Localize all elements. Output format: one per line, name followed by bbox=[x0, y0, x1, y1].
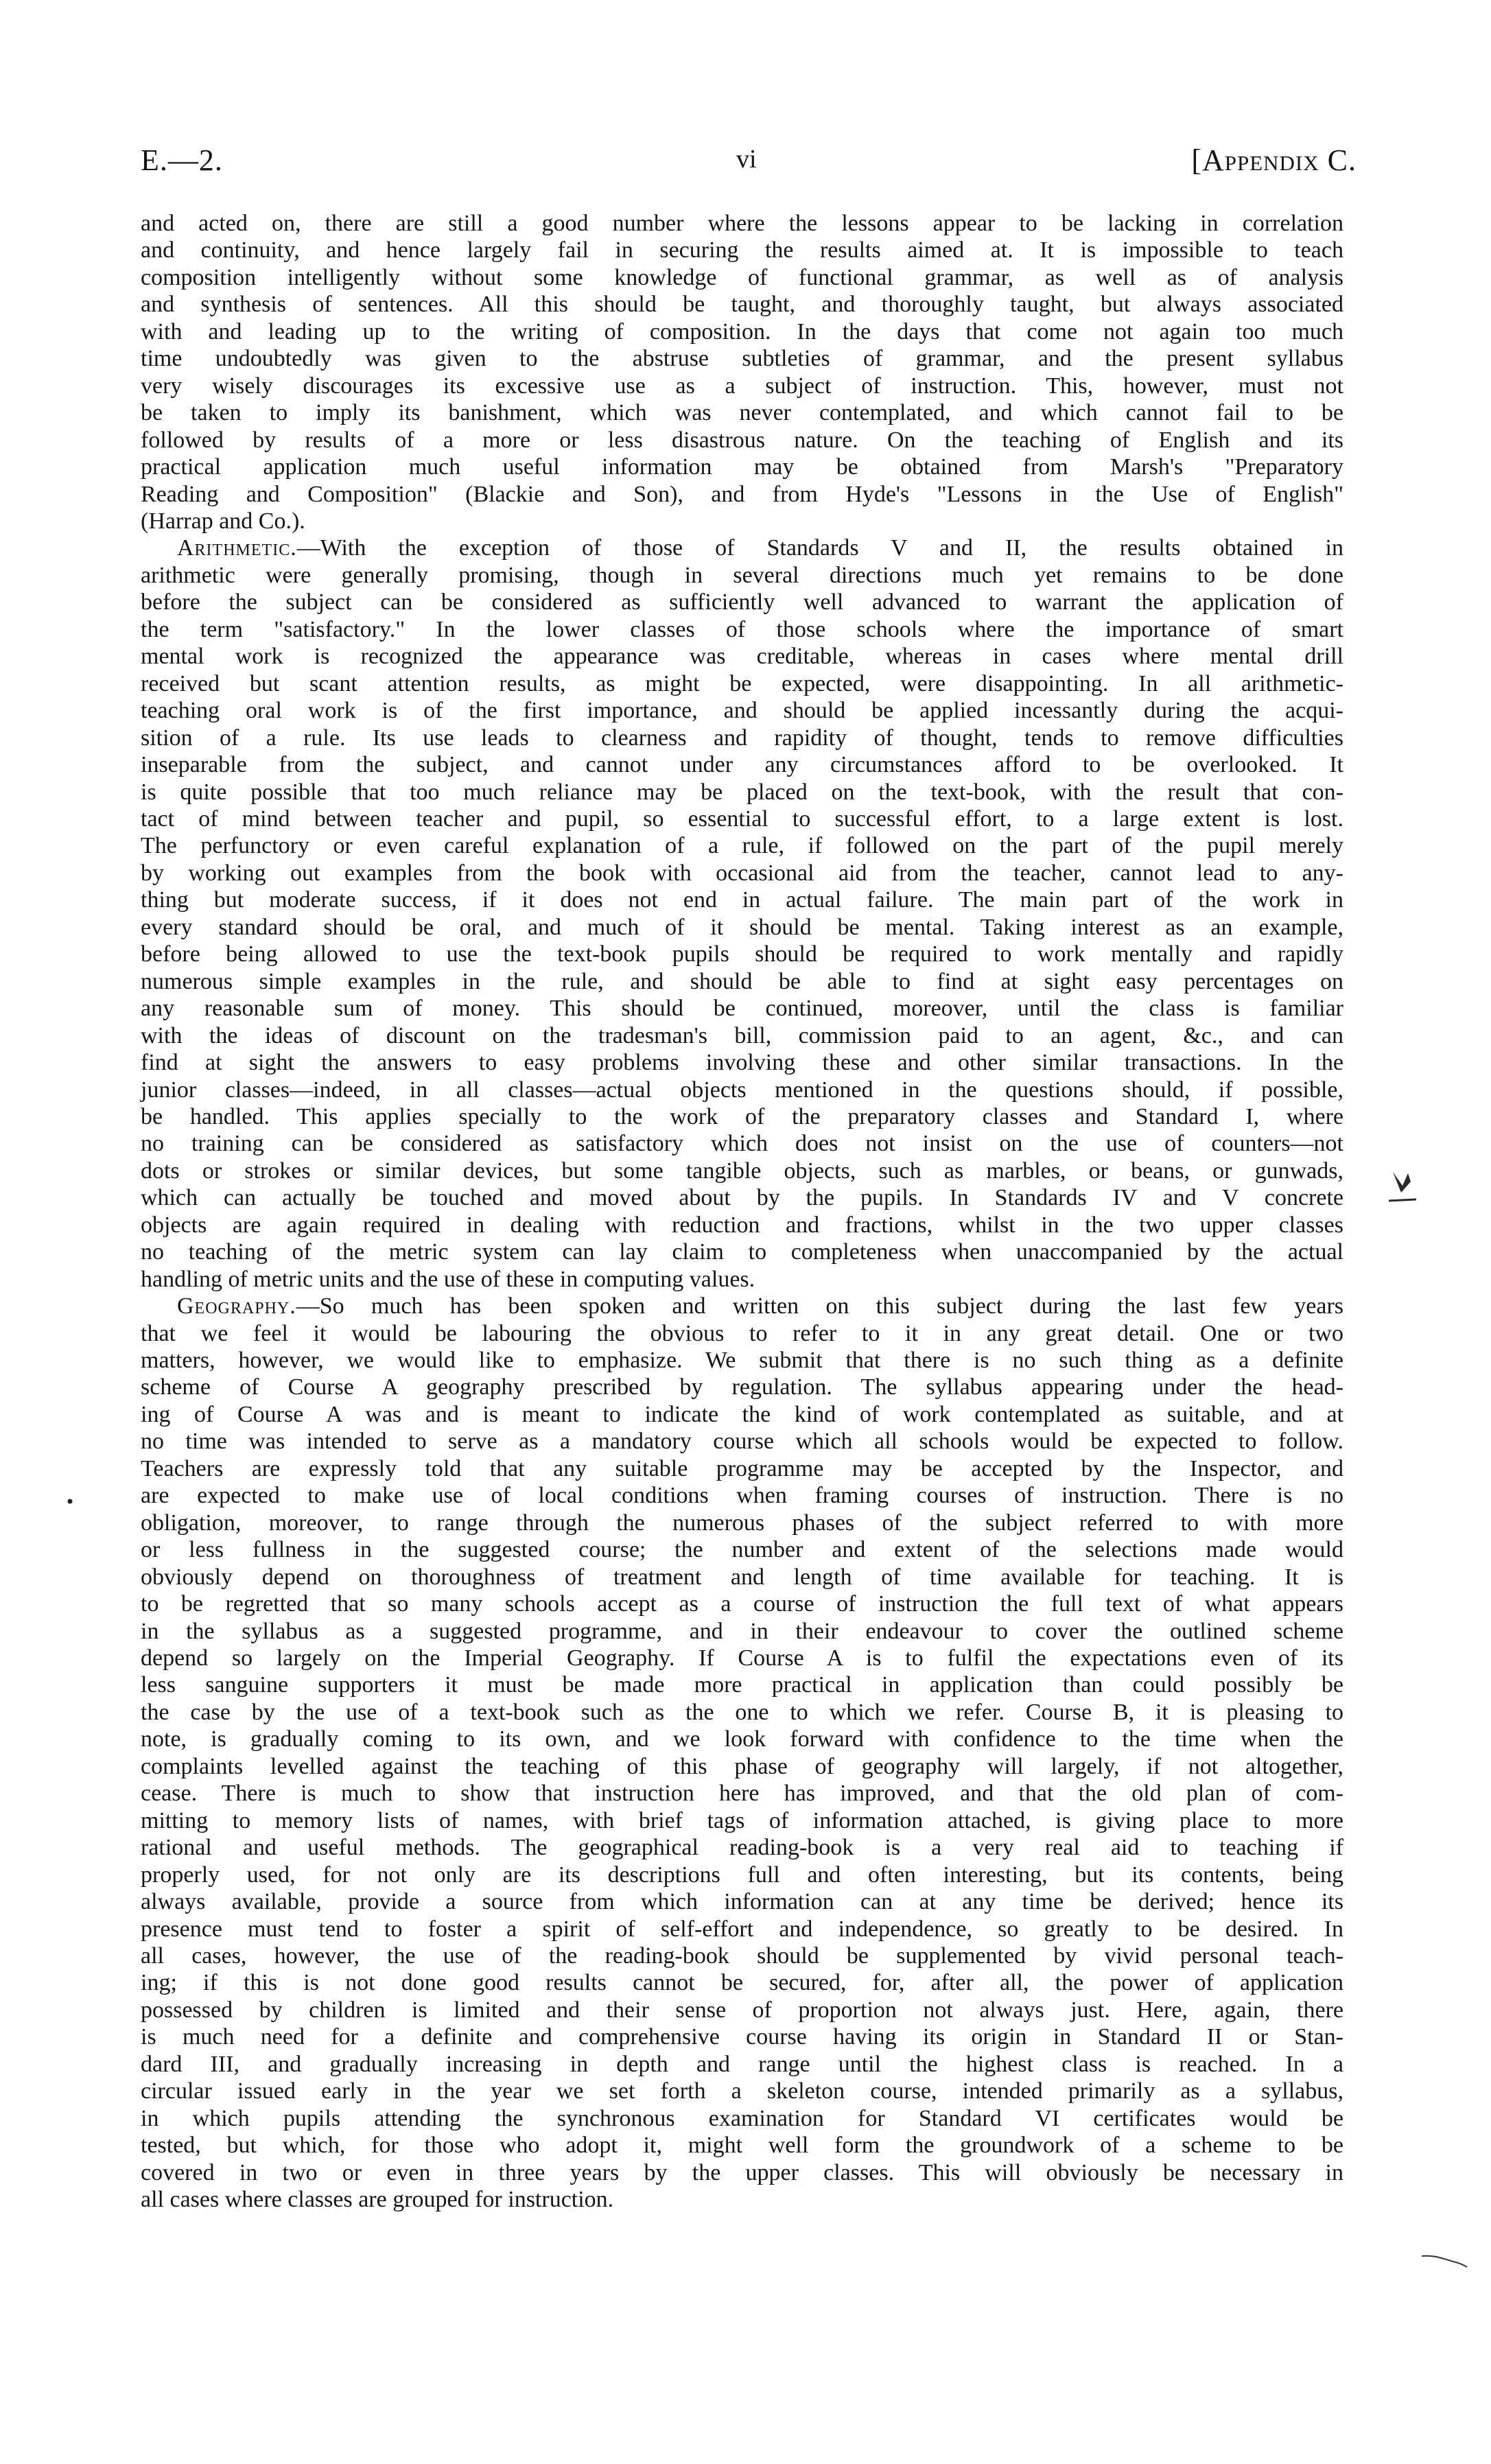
text-line bbox=[141, 1997, 1343, 2023]
line-text: the term "satisfactory." In the lower classes of those schools where the importance of smart bbox=[141, 616, 1343, 642]
text-line bbox=[141, 1916, 1343, 1943]
line-text: arithmetic were generally promising, though in several directions much yet remains to be done bbox=[141, 562, 1343, 588]
text-line bbox=[141, 1293, 1343, 1319]
section-heading: Geography. bbox=[177, 1293, 296, 1319]
line-text: ing; if this is not done good results cannot be secured, for, after all, the power of application bbox=[141, 1970, 1343, 1996]
text-line bbox=[141, 1212, 1343, 1239]
line-text: thing but moderate success, if it does not end in actual failure. The main part of the work in bbox=[141, 887, 1343, 913]
line-text: sition of a rule. Its use leads to clearness and rapidity of thought, tends to remove difficulties bbox=[141, 725, 1343, 751]
line-text: The perfunctory or even careful explanation of a rule, if followed on the part of the pupil merely bbox=[141, 833, 1343, 859]
line-text: inseparable from the subject, and cannot under any circumstances afford to be overlooked. It bbox=[141, 752, 1343, 778]
text-line bbox=[141, 1428, 1343, 1455]
text-line bbox=[141, 535, 1343, 561]
text-line bbox=[141, 345, 1343, 372]
text-line bbox=[141, 995, 1343, 1022]
line-text: and continuity, and hence largely fail in securing the results aimed at. It is impossible to teach bbox=[141, 237, 1343, 263]
margin-mark-icon bbox=[1387, 1166, 1418, 1206]
line-text: —With the exception of those of Standards V and II, the results obtained in bbox=[296, 535, 1343, 561]
line-text: dard III, and gradually increasing in depth and range until the highest class is reached. In a bbox=[141, 2051, 1343, 2077]
paragraph bbox=[141, 1293, 1343, 2213]
line-text: mitting to memory lists of names, with brief tags of information attached, is giving place to more bbox=[141, 1807, 1343, 1833]
line-text: obviously depend on thoroughness of treatment and length of time available for teaching. It is bbox=[141, 1564, 1343, 1590]
header-page-number: vi bbox=[736, 145, 757, 174]
line-text: be handled. This applies specially to the work of the preparatory classes and Standard I, where bbox=[141, 1103, 1343, 1129]
text-line bbox=[141, 616, 1343, 643]
text-line bbox=[141, 291, 1343, 318]
text-line bbox=[141, 1455, 1343, 1482]
text-line bbox=[141, 2132, 1343, 2159]
line-text: handling of metric units and the use of these in computing values. bbox=[141, 1266, 755, 1292]
line-text: in which pupils attending the synchronous examination for Standard VI certificates would be bbox=[141, 2105, 1343, 2131]
line-text: is much need for a definite and comprehensive course having its origin in Standard II or Stan- bbox=[141, 2024, 1343, 2050]
text-line bbox=[141, 1888, 1343, 1915]
line-text: received but scant attention results, as might be expected, were disappointing. In all arithmetic- bbox=[141, 670, 1343, 696]
line-text: Teachers are expressly told that any suitable programme may be accepted by the Inspector, and bbox=[141, 1455, 1343, 1481]
line-text: are expected to make use of local conditions when framing courses of instruction. There is no bbox=[141, 1483, 1343, 1509]
text-line bbox=[141, 1536, 1343, 1563]
text-line bbox=[141, 1184, 1343, 1211]
paragraph bbox=[141, 210, 1343, 535]
text-line bbox=[141, 1753, 1343, 1780]
line-text: and synthesis of sentences. All this should be taught, and thoroughly taught, but always associated bbox=[141, 292, 1343, 318]
line-text: objects are again required in dealing with reduction and fractions, whilst in the two upper classes bbox=[141, 1212, 1343, 1238]
text-line bbox=[141, 860, 1343, 887]
text-line bbox=[141, 1266, 1343, 1293]
margin-scribble-icon bbox=[1420, 2252, 1468, 2270]
text-line bbox=[141, 318, 1343, 345]
line-text: complaints levelled against the teaching of this phase of geography will largely, if not altogether, bbox=[141, 1753, 1343, 1779]
line-text: is quite possible that too much reliance may be placed on the text-book, with the result that con- bbox=[141, 779, 1343, 805]
line-text: in the syllabus as a suggested programme, and in their endeavour to cover the outlined scheme bbox=[141, 1618, 1343, 1644]
line-text: or less fullness in the suggested course; the number and extent of the selections made would bbox=[141, 1537, 1343, 1563]
line-text: by working out examples from the book with occasional aid from the teacher, cannot lead to any- bbox=[141, 860, 1343, 886]
paragraph bbox=[141, 535, 1343, 1293]
text-line bbox=[141, 1618, 1343, 1645]
line-text: circular issued early in the year we set forth a skeleton course, intended primarily as a syllabus, bbox=[141, 2078, 1343, 2104]
line-text: tact of mind between teacher and pupil, so essential to successful effort, to a large extent is lost. bbox=[141, 806, 1343, 832]
text-line bbox=[141, 1130, 1343, 1157]
text-line bbox=[141, 454, 1343, 480]
text-line bbox=[141, 2186, 1343, 2213]
text-line bbox=[141, 1158, 1343, 1184]
line-text: (Harrap and Co.). bbox=[141, 508, 305, 534]
text-line bbox=[141, 1807, 1343, 1834]
text-line bbox=[141, 1943, 1343, 1969]
text-line bbox=[141, 1671, 1343, 1698]
text-line bbox=[141, 1726, 1343, 1752]
article-body bbox=[141, 210, 1343, 2214]
line-text: —So much has been spoken and written on this subject during the last few years bbox=[296, 1293, 1343, 1319]
header-appendix-label: [Appendix C. bbox=[1191, 143, 1357, 177]
text-line bbox=[141, 1564, 1343, 1591]
text-line bbox=[141, 2051, 1343, 2078]
section-heading: Arithmetic. bbox=[177, 535, 297, 561]
text-line bbox=[141, 914, 1343, 941]
line-text: scheme of Course A geography prescribed by regulation. The syllabus appearing under the head- bbox=[141, 1374, 1343, 1400]
text-line bbox=[141, 2105, 1343, 2132]
line-text: time undoubtedly was given to the abstruse subtleties of grammar, and the present syllabus bbox=[141, 346, 1343, 372]
text-line bbox=[141, 399, 1343, 426]
text-line bbox=[141, 237, 1343, 263]
line-text: covered in two or even in three years by the upper classes. This will obviously be necessary in bbox=[141, 2159, 1343, 2185]
text-line bbox=[141, 1699, 1343, 1726]
page-header bbox=[141, 143, 1357, 184]
text-line bbox=[141, 1969, 1343, 1996]
text-line bbox=[141, 2159, 1343, 2186]
line-text: possessed by children is limited and their sense of proportion not always just. Here, again, there bbox=[141, 1997, 1343, 2023]
text-line bbox=[141, 725, 1343, 751]
line-text: with and leading up to the writing of composition. In the days that come not again too much bbox=[141, 318, 1343, 344]
text-line bbox=[141, 210, 1343, 237]
line-text: which can actually be touched and moved about by the pupils. In Standards IV and V concrete bbox=[141, 1185, 1343, 1211]
text-line bbox=[141, 968, 1343, 995]
text-line bbox=[141, 1049, 1343, 1076]
line-text: less sanguine supporters it must be made more practical in application than could possibly be bbox=[141, 1672, 1343, 1698]
line-text: presence must tend to foster a spirit of self-effort and independence, so greatly to be desired. In bbox=[141, 1916, 1343, 1942]
text-line bbox=[141, 2078, 1343, 2104]
line-text: before being allowed to use the text-book pupils should be required to work mentally and rapidly bbox=[141, 941, 1343, 967]
line-text: all cases where classes are grouped for instruction. bbox=[141, 2187, 614, 2213]
line-text: that we feel it would be labouring the obvious to refer to it in any great detail. One or two bbox=[141, 1320, 1343, 1346]
text-line bbox=[141, 427, 1343, 454]
text-line bbox=[141, 1022, 1343, 1049]
text-line bbox=[141, 1103, 1343, 1130]
line-text: dots or strokes or similar devices, but some tangible objects, such as marbles, or beans, or gunwads, bbox=[141, 1158, 1343, 1184]
text-line bbox=[141, 508, 1343, 535]
text-line bbox=[141, 832, 1343, 859]
text-line bbox=[141, 1401, 1343, 1428]
line-text: followed by results of a more or less disastrous nature. On the teaching of English and its bbox=[141, 427, 1343, 453]
line-text: every standard should be oral, and much of it should be mental. Taking interest as an example, bbox=[141, 914, 1343, 940]
line-text: always available, provide a source from which information can at any time be derived; hence its bbox=[141, 1889, 1343, 1915]
line-text: to be regretted that so many schools accept as a course of instruction the full text of what appears bbox=[141, 1591, 1343, 1617]
line-text: before the subject can be considered as sufficiently well advanced to warrant the application of bbox=[141, 589, 1343, 615]
line-text: very wisely discourages its excessive use as a subject of instruction. This, however, must not bbox=[141, 373, 1343, 399]
text-line bbox=[141, 1374, 1343, 1400]
text-line bbox=[141, 670, 1343, 697]
text-line bbox=[141, 751, 1343, 778]
line-text: no training can be considered as satisfactory which does not insist on the use of counters—not bbox=[141, 1131, 1343, 1157]
line-text: find at sight the answers to easy problems involving these and other similar transactions. In the bbox=[141, 1050, 1343, 1076]
line-text: properly used, for not only are its descriptions full and often interesting, but its contents, being bbox=[141, 1862, 1343, 1888]
text-line bbox=[141, 264, 1343, 291]
text-line bbox=[141, 1780, 1343, 1807]
line-text: composition intelligently without some knowledge of functional grammar, as well as of analysis bbox=[141, 264, 1343, 290]
line-text: practical application much useful information may be obtained from Marsh's "Preparatory bbox=[141, 454, 1343, 480]
line-text: be taken to imply its banishment, which was never contemplated, and which cannot fail to be bbox=[141, 400, 1343, 426]
text-line bbox=[141, 697, 1343, 724]
line-text: teaching oral work is of the first importance, and should be applied incessantly during the acqui- bbox=[141, 698, 1343, 724]
line-text: cease. There is much to show that instruction here has improved, and that the old plan of com- bbox=[141, 1781, 1343, 1807]
text-line bbox=[141, 373, 1343, 399]
text-line bbox=[141, 887, 1343, 913]
line-text: Reading and Composition" (Blackie and Son), and from Hyde's "Lessons in the Use of English" bbox=[141, 481, 1343, 507]
text-line bbox=[141, 1834, 1343, 1861]
text-line bbox=[141, 1510, 1343, 1536]
line-text: ing of Course A was and is meant to indicate the kind of work contemplated as suitable, and at bbox=[141, 1401, 1343, 1427]
line-text: the case by the use of a text-book such as the one to which we refer. Course B, it is pleasing to bbox=[141, 1699, 1343, 1725]
line-text: all cases, however, the use of the reading-book should be supplemented by vivid personal teach- bbox=[141, 1943, 1343, 1969]
text-line bbox=[141, 1320, 1343, 1347]
line-text: junior classes—indeed, in all classes—actual objects mentioned in the questions should, if possible, bbox=[141, 1077, 1343, 1103]
line-text: no time was intended to serve as a mandatory course which all schools would be expected to follow. bbox=[141, 1429, 1343, 1455]
text-line bbox=[141, 643, 1343, 670]
line-text: no teaching of the metric system can lay claim to completeness when unaccompanied by the actual bbox=[141, 1239, 1343, 1265]
text-line bbox=[141, 1347, 1343, 1374]
text-line bbox=[141, 2023, 1343, 2050]
line-text: numerous simple examples in the rule, and should be able to find at sight easy percentages on bbox=[141, 968, 1343, 994]
line-text: mental work is recognized the appearance was creditable, whereas in cases where mental drill bbox=[141, 644, 1343, 670]
text-line bbox=[141, 779, 1343, 806]
line-text: depend so largely on the Imperial Geography. If Course A is to fulfil the expectations even of its bbox=[141, 1645, 1343, 1671]
line-text: tested, but which, for those who adopt it, might well form the groundwork of a scheme to be bbox=[141, 2133, 1343, 2159]
text-line bbox=[141, 1482, 1343, 1509]
text-line bbox=[141, 481, 1343, 508]
text-line bbox=[141, 1239, 1343, 1265]
margin-dot-icon bbox=[67, 1499, 73, 1504]
line-text: matters, however, we would like to emphasize. We submit that there is no such thing as a definite bbox=[141, 1348, 1343, 1374]
text-line bbox=[141, 1645, 1343, 1671]
text-line bbox=[141, 589, 1343, 615]
line-text: obligation, moreover, to range through the numerous phases of the subject referred to with more bbox=[141, 1510, 1343, 1536]
line-text: note, is gradually coming to its own, and we look forward with confidence to the time when the bbox=[141, 1726, 1343, 1752]
text-line bbox=[141, 562, 1343, 589]
text-line bbox=[141, 941, 1343, 967]
line-text: with the ideas of discount on the tradesman's bill, commission paid to an agent, &c., and can bbox=[141, 1022, 1343, 1048]
text-line bbox=[141, 806, 1343, 832]
text-line bbox=[141, 1077, 1343, 1103]
line-text: and acted on, there are still a good number where the lessons appear to be lacking in correlation bbox=[141, 211, 1343, 236]
text-line bbox=[141, 1591, 1343, 1617]
line-text: rational and useful methods. The geographical reading-book is a very real aid to teaching if bbox=[141, 1835, 1343, 1861]
text-line bbox=[141, 1862, 1343, 1888]
header-report-code: E.—2. bbox=[141, 143, 223, 177]
line-text: any reasonable sum of money. This should be continued, moreover, until the class is familiar bbox=[141, 996, 1343, 1022]
